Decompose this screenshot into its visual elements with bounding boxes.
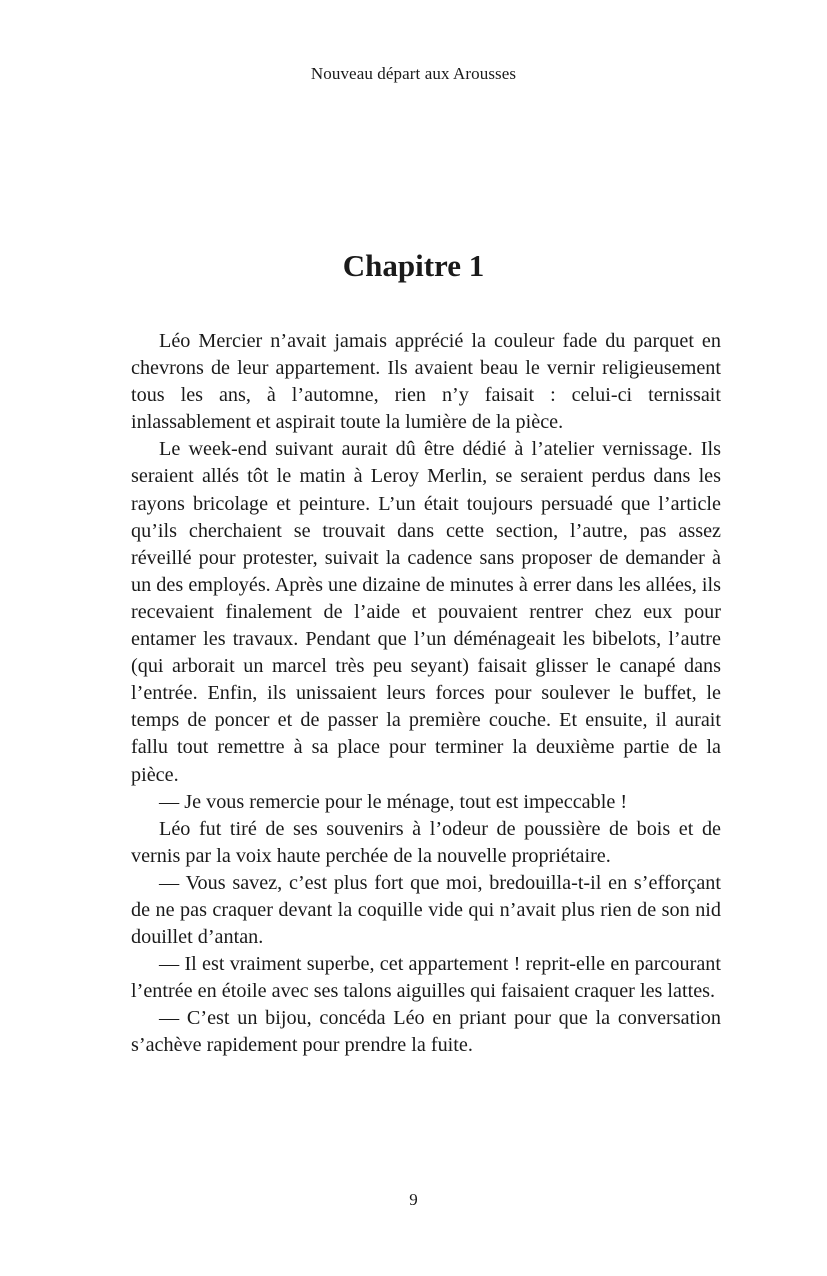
dialogue-line: — Vous savez, c’est plus fort que moi, bredouilla-t-il en s’efforçant de ne pas craquer devant la coquille vide qui n’avait plus rien de son nid douillet d’antan. [131, 871, 721, 949]
paragraph: Léo fut tiré de ses souvenirs à l’odeur de poussière de bois et de vernis par la voix haute perchée de la nouvelle propriétaire. [131, 817, 721, 867]
dialogue-line: — Il est vraiment superbe, cet appartement ! reprit-elle en parcourant l’entrée en étoile avec ses talons aiguilles qui faisaient craquer les lattes. [131, 953, 721, 1003]
dialogue-line: — C’est un bijou, concéda Léo en priant pour que la conversation s’achève rapidement pour prendre la fuite. [131, 1007, 721, 1057]
running-header: Nouveau départ aux Arousses [310, 64, 517, 83]
paragraph: Le week-end suivant aurait dû être dédié à l’atelier vernissage. Ils seraient allés tôt le matin à Leroy Merlin, se seraient perdus dans les rayons bricolage et peinture. L’un était toujours persuadé que l’article qu’ils cherchaient se trouvait dans cette section, l’autre, pas assez réveillé pour protester, suivait la cadence sans proposer de demander à un des employés. Après une dizaine de minutes à errer dans les allées, ils recevaient finalement de l’aide et pouvaient rentrer chez eux pour entamer les travaux. Pendant que l’un déménageait les bibelots, l’autre (qui arborait un marcel très peu seyant) faisait glisser le canapé dans l’entrée. Enfin, ils unissaient leurs forces pour soulever le buffet, le temps de poncer et de passer la première couche. Et ensuite, il aurait fallu tout remettre à sa place pour terminer la deuxième partie de la pièce. [131, 438, 721, 786]
page-number: 9 [409, 1190, 418, 1209]
chapter-title: Chapitre 1 [342, 248, 485, 283]
chapter-body [131, 328, 721, 1060]
paragraph: Léo Mercier n’avait jamais apprécié la couleur fade du parquet en chevrons de leur appartement. Ils avaient beau le vernir religieusement tous les ans, à l’automne, rien n’y faisait : celui-ci ternissait inlassablement et aspirait toute la lumière de la pièce. [131, 330, 721, 434]
dialogue-line: — Je vous remercie pour le ménage, tout est impeccable ! [159, 790, 628, 813]
